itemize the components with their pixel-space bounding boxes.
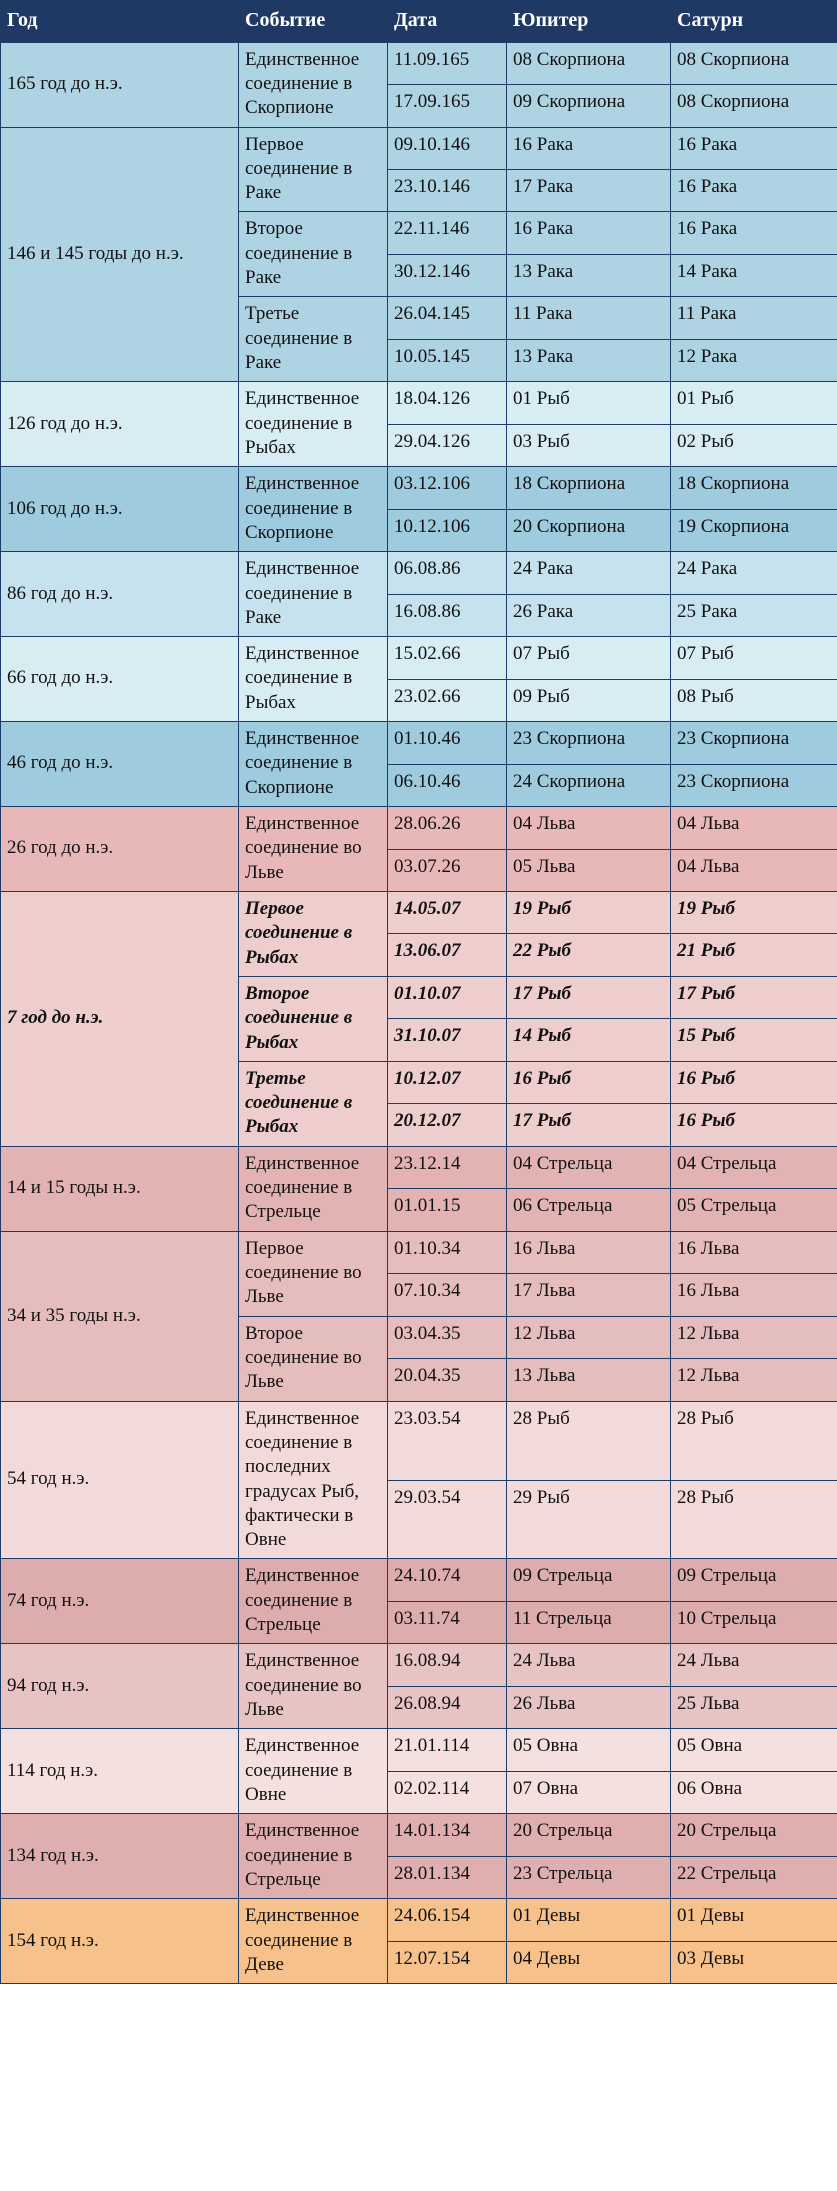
cell-event: Единственное соединение в Стрельце — [239, 1814, 388, 1899]
table-row — [1, 1729, 837, 1771]
table-body — [1, 42, 837, 1984]
cell-event: Второе соединение во Льве — [239, 1316, 388, 1401]
cell-year: 26 год до н.э. — [1, 807, 239, 892]
cell-saturn-position: 28 Рыб — [671, 1480, 837, 1559]
cell-jupiter-position: 19 Рыб — [507, 891, 671, 933]
table-row — [1, 127, 837, 169]
cell-event: Единственное соединение в Скорпионе — [239, 722, 388, 807]
cell-saturn-position: 01 Девы — [671, 1899, 837, 1941]
cell-jupiter-position: 13 Рака — [507, 339, 671, 381]
cell-event: Третье соединение в Раке — [239, 297, 388, 382]
cell-saturn-position: 19 Скорпиона — [671, 509, 837, 551]
cell-saturn-position: 23 Скорпиона — [671, 764, 837, 806]
table-row — [1, 1644, 837, 1686]
cell-date: 07.10.34 — [388, 1274, 507, 1316]
cell-date: 18.04.126 — [388, 382, 507, 424]
cell-saturn-position: 16 Льва — [671, 1231, 837, 1273]
column-header-date: Дата — [388, 1, 507, 43]
cell-date: 03.11.74 — [388, 1601, 507, 1643]
cell-jupiter-position: 13 Рака — [507, 254, 671, 296]
table-row — [1, 42, 837, 84]
cell-date: 28.06.26 — [388, 807, 507, 849]
cell-event: Единственное соединение в Овне — [239, 1729, 388, 1814]
cell-event: Единственное соединение во Льве — [239, 807, 388, 892]
cell-date: 30.12.146 — [388, 254, 507, 296]
cell-date: 20.04.35 — [388, 1359, 507, 1401]
cell-jupiter-position: 24 Рака — [507, 552, 671, 594]
cell-date: 03.04.35 — [388, 1316, 507, 1358]
cell-saturn-position: 21 Рыб — [671, 934, 837, 976]
cell-saturn-position: 06 Овна — [671, 1771, 837, 1813]
cell-jupiter-position: 26 Льва — [507, 1686, 671, 1728]
cell-event: Единственное соединение в Скорпионе — [239, 467, 388, 552]
cell-saturn-position: 07 Рыб — [671, 637, 837, 679]
cell-jupiter-position: 12 Льва — [507, 1316, 671, 1358]
cell-event: Единственное соединение в Рыбах — [239, 382, 388, 467]
cell-saturn-position: 14 Рака — [671, 254, 837, 296]
table-header — [1, 1, 837, 43]
cell-jupiter-position: 18 Скорпиона — [507, 467, 671, 509]
cell-date: 02.02.114 — [388, 1771, 507, 1813]
cell-date: 28.01.134 — [388, 1856, 507, 1898]
cell-date: 23.02.66 — [388, 679, 507, 721]
cell-event: Первое соединение в Раке — [239, 127, 388, 212]
cell-date: 14.05.07 — [388, 891, 507, 933]
cell-saturn-position: 01 Рыб — [671, 382, 837, 424]
table-row — [1, 552, 837, 594]
cell-date: 26.08.94 — [388, 1686, 507, 1728]
table-row — [1, 807, 837, 849]
cell-jupiter-position: 16 Рыб — [507, 1061, 671, 1103]
cell-event: Первое соединение во Льве — [239, 1231, 388, 1316]
cell-saturn-position: 15 Рыб — [671, 1019, 837, 1061]
cell-saturn-position: 19 Рыб — [671, 891, 837, 933]
cell-jupiter-position: 23 Стрельца — [507, 1856, 671, 1898]
cell-saturn-position: 02 Рыб — [671, 424, 837, 466]
cell-jupiter-position: 17 Рыб — [507, 1104, 671, 1146]
cell-event: Единственное соединение во Льве — [239, 1644, 388, 1729]
column-header-saturn: Сатурн — [671, 1, 837, 43]
cell-saturn-position: 16 Рака — [671, 212, 837, 254]
cell-saturn-position: 16 Рыб — [671, 1104, 837, 1146]
cell-jupiter-position: 26 Рака — [507, 594, 671, 636]
cell-jupiter-position: 23 Скорпиона — [507, 722, 671, 764]
cell-year: 14 и 15 годы н.э. — [1, 1146, 239, 1231]
cell-saturn-position: 12 Рака — [671, 339, 837, 381]
cell-date: 23.10.146 — [388, 170, 507, 212]
cell-year: 146 и 145 годы до н.э. — [1, 127, 239, 382]
cell-jupiter-position: 16 Рака — [507, 127, 671, 169]
cell-saturn-position: 08 Рыб — [671, 679, 837, 721]
cell-year: 7 год до н.э. — [1, 891, 239, 1146]
cell-date: 23.12.14 — [388, 1146, 507, 1188]
cell-jupiter-position: 08 Скорпиона — [507, 42, 671, 84]
cell-saturn-position: 03 Девы — [671, 1941, 837, 1983]
cell-event: Второе соединение в Рыбах — [239, 976, 388, 1061]
cell-saturn-position: 20 Стрельца — [671, 1814, 837, 1856]
cell-event: Третье соединение в Рыбах — [239, 1061, 388, 1146]
cell-event: Первое соединение в Рыбах — [239, 891, 388, 976]
cell-date: 03.07.26 — [388, 849, 507, 891]
cell-year: 66 год до н.э. — [1, 637, 239, 722]
cell-date: 11.09.165 — [388, 42, 507, 84]
cell-jupiter-position: 20 Стрельца — [507, 1814, 671, 1856]
header-row — [1, 1, 837, 43]
cell-saturn-position: 04 Льва — [671, 849, 837, 891]
cell-date: 03.12.106 — [388, 467, 507, 509]
cell-saturn-position: 10 Стрельца — [671, 1601, 837, 1643]
cell-date: 24.06.154 — [388, 1899, 507, 1941]
table-row — [1, 722, 837, 764]
cell-jupiter-position: 20 Скорпиона — [507, 509, 671, 551]
column-header-year: Год — [1, 1, 239, 43]
cell-saturn-position: 04 Стрельца — [671, 1146, 837, 1188]
cell-year: 165 год до н.э. — [1, 42, 239, 127]
cell-jupiter-position: 17 Льва — [507, 1274, 671, 1316]
cell-event: Единственное соединение в Скорпионе — [239, 42, 388, 127]
table-row — [1, 637, 837, 679]
cell-date: 01.10.46 — [388, 722, 507, 764]
cell-saturn-position: 16 Рыб — [671, 1061, 837, 1103]
cell-date: 17.09.165 — [388, 85, 507, 127]
cell-jupiter-position: 03 Рыб — [507, 424, 671, 466]
cell-date: 31.10.07 — [388, 1019, 507, 1061]
table-row — [1, 1559, 837, 1601]
table-row — [1, 467, 837, 509]
cell-event: Единственное соединение в Стрельце — [239, 1559, 388, 1644]
cell-year: 114 год н.э. — [1, 1729, 239, 1814]
cell-jupiter-position: 13 Льва — [507, 1359, 671, 1401]
cell-date: 16.08.94 — [388, 1644, 507, 1686]
cell-date: 29.03.54 — [388, 1480, 507, 1559]
cell-jupiter-position: 24 Скорпиона — [507, 764, 671, 806]
table-row — [1, 1231, 837, 1273]
table-row — [1, 1401, 837, 1480]
cell-jupiter-position: 04 Девы — [507, 1941, 671, 1983]
cell-jupiter-position: 24 Льва — [507, 1644, 671, 1686]
cell-saturn-position: 28 Рыб — [671, 1401, 837, 1480]
cell-saturn-position: 16 Рака — [671, 127, 837, 169]
cell-saturn-position: 16 Льва — [671, 1274, 837, 1316]
cell-date: 09.10.146 — [388, 127, 507, 169]
cell-saturn-position: 23 Скорпиона — [671, 722, 837, 764]
cell-date: 22.11.146 — [388, 212, 507, 254]
cell-year: 46 год до н.э. — [1, 722, 239, 807]
cell-date: 10.12.07 — [388, 1061, 507, 1103]
cell-date: 29.04.126 — [388, 424, 507, 466]
cell-jupiter-position: 11 Рака — [507, 297, 671, 339]
cell-jupiter-position: 09 Стрельца — [507, 1559, 671, 1601]
cell-jupiter-position: 06 Стрельца — [507, 1189, 671, 1231]
cell-date: 10.12.106 — [388, 509, 507, 551]
cell-saturn-position: 25 Рака — [671, 594, 837, 636]
cell-date: 12.07.154 — [388, 1941, 507, 1983]
cell-saturn-position: 11 Рака — [671, 297, 837, 339]
cell-jupiter-position: 14 Рыб — [507, 1019, 671, 1061]
cell-saturn-position: 08 Скорпиона — [671, 42, 837, 84]
cell-date: 16.08.86 — [388, 594, 507, 636]
cell-jupiter-position: 04 Льва — [507, 807, 671, 849]
cell-date: 13.06.07 — [388, 934, 507, 976]
cell-jupiter-position: 04 Стрельца — [507, 1146, 671, 1188]
cell-year: 154 год н.э. — [1, 1899, 239, 1984]
table-row — [1, 1146, 837, 1188]
cell-saturn-position: 09 Стрельца — [671, 1559, 837, 1601]
cell-year: 34 и 35 годы н.э. — [1, 1231, 239, 1401]
cell-saturn-position: 05 Стрельца — [671, 1189, 837, 1231]
cell-date: 01.10.07 — [388, 976, 507, 1018]
cell-saturn-position: 24 Рака — [671, 552, 837, 594]
cell-jupiter-position: 29 Рыб — [507, 1480, 671, 1559]
cell-year: 86 год до н.э. — [1, 552, 239, 637]
cell-event: Единственное соединение в Рыбах — [239, 637, 388, 722]
cell-event: Единственное соединение в последних градусах Рыб, фактически в Овне — [239, 1401, 388, 1559]
cell-jupiter-position: 05 Овна — [507, 1729, 671, 1771]
cell-jupiter-position: 17 Рыб — [507, 976, 671, 1018]
cell-date: 24.10.74 — [388, 1559, 507, 1601]
cell-year: 106 год до н.э. — [1, 467, 239, 552]
cell-saturn-position: 12 Льва — [671, 1316, 837, 1358]
cell-date: 06.08.86 — [388, 552, 507, 594]
table-row — [1, 1814, 837, 1856]
cell-saturn-position: 25 Льва — [671, 1686, 837, 1728]
cell-date: 10.05.145 — [388, 339, 507, 381]
cell-saturn-position: 22 Стрельца — [671, 1856, 837, 1898]
cell-date: 06.10.46 — [388, 764, 507, 806]
cell-jupiter-position: 09 Скорпиона — [507, 85, 671, 127]
column-header-jupiter: Юпитер — [507, 1, 671, 43]
cell-jupiter-position: 07 Рыб — [507, 637, 671, 679]
table-row — [1, 891, 837, 933]
cell-jupiter-position: 22 Рыб — [507, 934, 671, 976]
cell-year: 54 год н.э. — [1, 1401, 239, 1559]
cell-jupiter-position: 01 Рыб — [507, 382, 671, 424]
cell-saturn-position: 18 Скорпиона — [671, 467, 837, 509]
column-header-event: Событие — [239, 1, 388, 43]
cell-jupiter-position: 09 Рыб — [507, 679, 671, 721]
cell-saturn-position: 08 Скорпиона — [671, 85, 837, 127]
cell-jupiter-position: 17 Рака — [507, 170, 671, 212]
cell-jupiter-position: 16 Льва — [507, 1231, 671, 1273]
cell-jupiter-position: 01 Девы — [507, 1899, 671, 1941]
cell-event: Единственное соединение в Деве — [239, 1899, 388, 1984]
cell-event: Второе соединение в Раке — [239, 212, 388, 297]
cell-jupiter-position: 05 Льва — [507, 849, 671, 891]
cell-date: 14.01.134 — [388, 1814, 507, 1856]
cell-jupiter-position: 16 Рака — [507, 212, 671, 254]
cell-year: 94 год н.э. — [1, 1644, 239, 1729]
cell-jupiter-position: 11 Стрельца — [507, 1601, 671, 1643]
cell-saturn-position: 17 Рыб — [671, 976, 837, 1018]
cell-saturn-position: 16 Рака — [671, 170, 837, 212]
cell-event: Единственное соединение в Раке — [239, 552, 388, 637]
cell-year: 74 год н.э. — [1, 1559, 239, 1644]
cell-saturn-position: 04 Льва — [671, 807, 837, 849]
cell-event: Единственное соединение в Стрельце — [239, 1146, 388, 1231]
cell-year: 126 год до н.э. — [1, 382, 239, 467]
cell-date: 26.04.145 — [388, 297, 507, 339]
cell-jupiter-position: 07 Овна — [507, 1771, 671, 1813]
cell-saturn-position: 05 Овна — [671, 1729, 837, 1771]
cell-date: 23.03.54 — [388, 1401, 507, 1480]
cell-date: 21.01.114 — [388, 1729, 507, 1771]
cell-date: 15.02.66 — [388, 637, 507, 679]
cell-date: 20.12.07 — [388, 1104, 507, 1146]
cell-date: 01.10.34 — [388, 1231, 507, 1273]
cell-date: 01.01.15 — [388, 1189, 507, 1231]
cell-jupiter-position: 28 Рыб — [507, 1401, 671, 1480]
cell-saturn-position: 24 Льва — [671, 1644, 837, 1686]
cell-year: 134 год н.э. — [1, 1814, 239, 1899]
cell-saturn-position: 12 Льва — [671, 1359, 837, 1401]
table-row — [1, 1899, 837, 1941]
table-row — [1, 382, 837, 424]
